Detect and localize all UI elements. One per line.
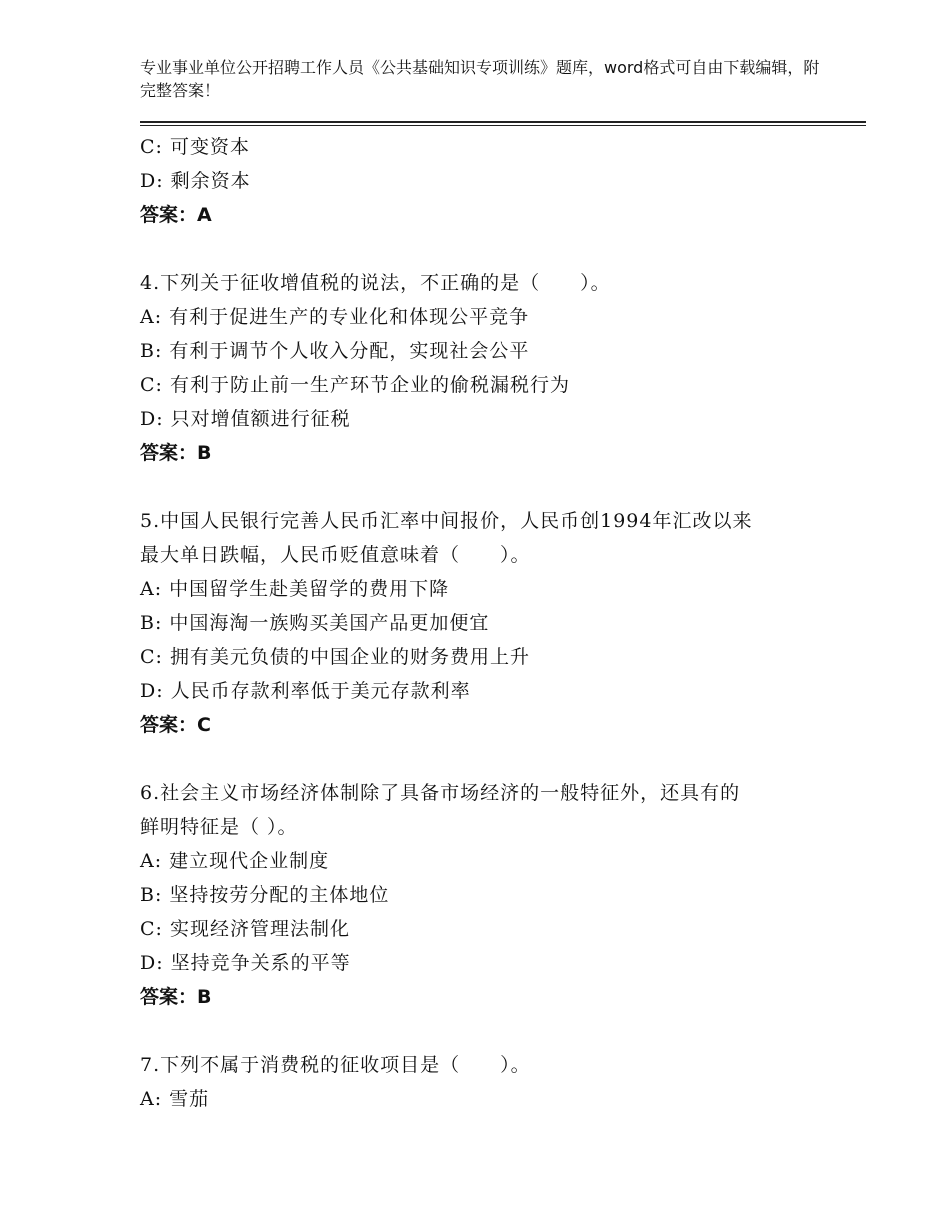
option-d: D: 坚持竞争关系的平等 [140,952,351,974]
header-rule-thick [140,121,866,123]
question-3-tail [140,130,830,232]
option-a: A: 中国留学生赴美留学的费用下降 [140,578,450,600]
option-b: B: 中国海淘一族购买美国产品更加便宜 [140,612,490,634]
question-stem: 7.下列不属于消费税的征收项目是（ ）。 [140,1054,531,1076]
question-4 [140,266,830,470]
answer-label: 答案：A [140,204,212,226]
answer-label: 答案：C [140,714,211,736]
question-stem: 4.下列关于征收增值税的说法，不正确的是（ ）。 [140,272,611,294]
option-d: D: 只对增值额进行征税 [140,408,351,430]
option-c: C: 有利于防止前一生产环节企业的偷税漏税行为 [140,374,570,396]
question-content [140,130,830,1116]
question-stem-line-1: 5.中国人民银行完善人民币汇率中间报价，人民币创1994年汇改以来 [140,510,753,532]
answer-label: 答案：B [140,986,212,1008]
header-rule-thin [140,125,866,126]
option-a: A: 有利于促进生产的专业化和体现公平竞争 [140,306,530,328]
question-7 [140,1048,830,1116]
option-b: B: 有利于调节个人收入分配，实现社会公平 [140,340,530,362]
page-header: 专业事业单位公开招聘工作人员《公共基础知识专项训练》题库，word格式可自由下载编辑，附完整答案！ [140,58,820,100]
option-a: A: 雪茄 [140,1088,210,1110]
option-c: C: 实现经济管理法制化 [140,918,350,940]
question-stem-line-2: 鲜明特征是（ ）。 [140,816,298,838]
option-c: C: 可变资本 [140,136,250,158]
option-a: A: 建立现代企业制度 [140,850,330,872]
answer-label: 答案：B [140,442,212,464]
option-c: C: 拥有美元负债的中国企业的财务费用上升 [140,646,530,668]
question-stem-line-1: 6.社会主义市场经济体制除了具备市场经济的一般特征外，还具有的 [140,782,741,804]
question-5 [140,504,830,742]
option-d: D: 人民币存款利率低于美元存款利率 [140,680,471,702]
option-b: B: 坚持按劳分配的主体地位 [140,884,390,906]
question-6 [140,776,830,1014]
question-stem-line-2: 最大单日跌幅，人民币贬值意味着（ ）。 [140,544,531,566]
option-d: D: 剩余资本 [140,170,251,192]
